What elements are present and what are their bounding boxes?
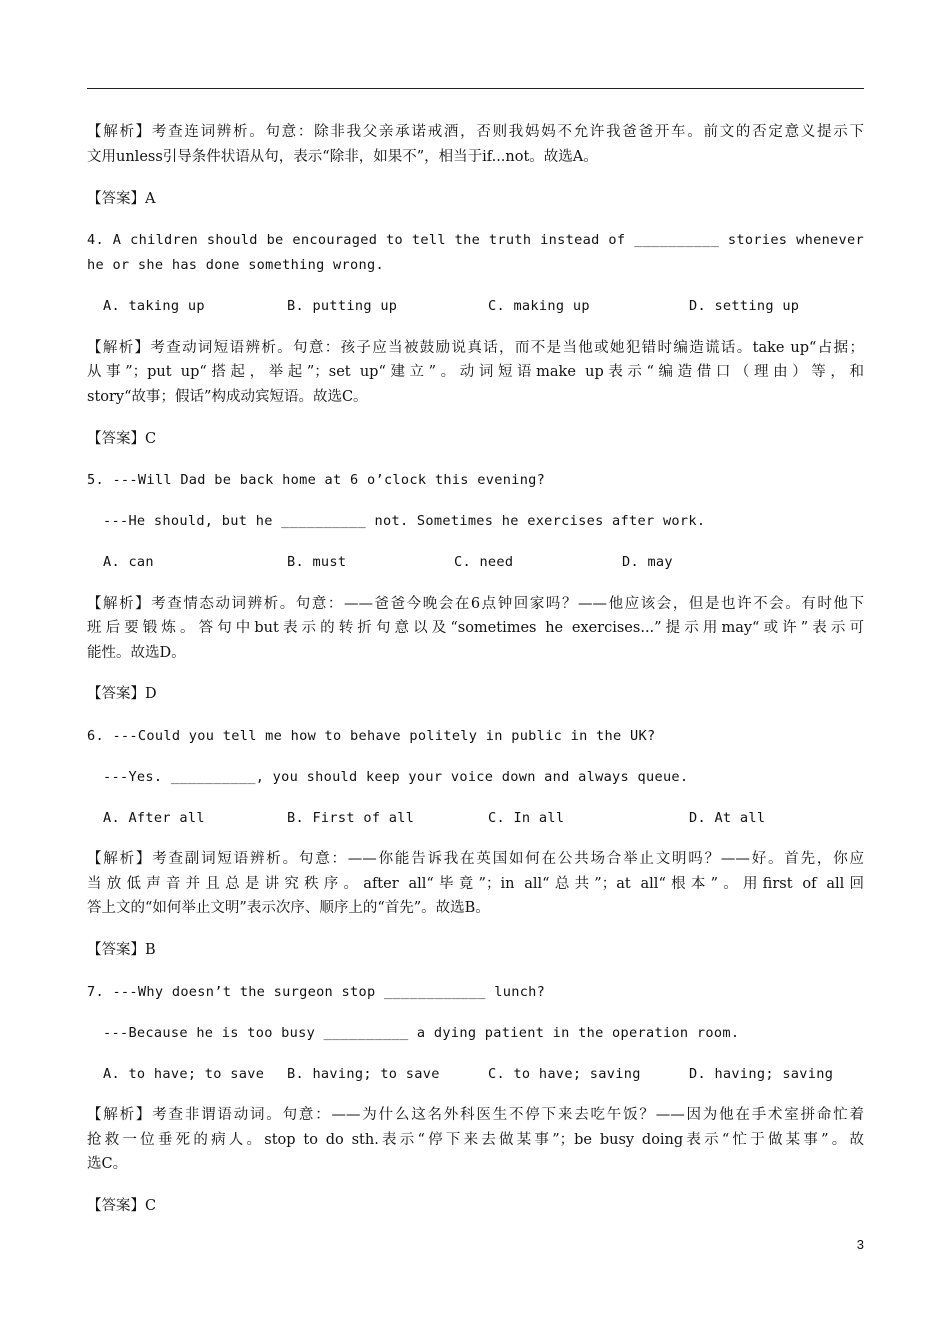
option-b: B. having; to save [287, 1066, 440, 1082]
option-d: D. setting up [689, 298, 800, 314]
answer-line: 【答案】B [87, 942, 156, 958]
analysis-line: 抢救一位垂死的病人。stop to do sth.表示“停下来去做某事”；be busy doing表示“忙于做某事”。故 [87, 1132, 864, 1148]
question-line: 6. ---Could you tell me how to behave politely in public in the UK? [87, 728, 656, 744]
analysis-line: 当放低声音并且总是讲究秩序。after all“毕竟”；in all“总共”；at all“根本”。用first of all回 [87, 876, 864, 892]
option-c: C. making up [488, 298, 590, 314]
option-a: A. to have; to save [103, 1066, 265, 1082]
question-line: 5. ---Will Dad be back home at 6 o’clock this evening? [87, 472, 546, 488]
analysis-line: 能性。故选D。 [87, 645, 186, 661]
header-rule [87, 88, 864, 89]
option-c: C. need [454, 554, 514, 570]
question-line: ---Because he is too busy __________ a dying patient in the operation room. [103, 1025, 740, 1041]
question-line: 4. A children should be encouraged to tell the truth instead of __________ stories whenever [87, 232, 864, 248]
question-line: he or she has done something wrong. [87, 257, 384, 273]
option-a: A. After all [103, 810, 205, 826]
answer-line: 【答案】A [87, 191, 156, 207]
analysis-line: 班后要锻炼。答句中but表示的转折句意以及“sometimes he exercises...”提示用may“或许”表示可 [87, 620, 864, 636]
answer-line: 【答案】C [87, 1198, 157, 1214]
option-c: C. In all [488, 810, 565, 826]
analysis-line: 【解析】考查连词辨析。句意：除非我父亲承诺戒酒，否则我妈妈不允许我爸爸开车。前文的否定意义提示下 [87, 124, 864, 140]
option-d: D. may [622, 554, 673, 570]
answer-line: 【答案】D [87, 686, 157, 702]
analysis-line: 从事”；put up“搭起，举起”；set up“建立”。动词短语make up表示“编造借口（理由）等，和 [87, 364, 864, 380]
question-line: ---Yes. __________, you should keep your voice down and always queue. [103, 769, 689, 785]
analysis-line: 答上文的“如何举止文明”表示次序、顺序上的“首先”。故选B。 [87, 900, 490, 916]
analysis-line: 【解析】考查副词短语辨析。句意：——你能告诉我在英国如何在公共场合举止文明吗？——好。首先，你应 [87, 851, 864, 867]
option-b: B. First of all [287, 810, 415, 826]
analysis-line: 【解析】考查情态动词辨析。句意：——爸爸今晚会在6点钟回家吗？——他应该会，但是也许不会。有时他下 [87, 596, 864, 612]
option-d: D. At all [689, 810, 766, 826]
analysis-line: 文用unless引导条件状语从句，表示“除非，如果不”，相当于if...not。故选A。 [87, 149, 598, 165]
question-line: 7. ---Why doesn’t the surgeon stop ____________ lunch? [87, 984, 546, 1000]
option-d: D. having; saving [689, 1066, 834, 1082]
option-c: C. to have; saving [488, 1066, 641, 1082]
option-a: A. taking up [103, 298, 205, 314]
answer-line: 【答案】C [87, 431, 157, 447]
analysis-line: 【解析】考查动词短语辨析。句意：孩子应当被鼓励说真话，而不是当他或她犯错时编造谎话。take up“占据； [87, 340, 864, 356]
analysis-line: story“故事；假话”构成动宾短语。故选C。 [87, 389, 368, 405]
option-a: A. can [103, 554, 154, 570]
analysis-line: 选C。 [87, 1156, 128, 1172]
page-number: 3 [856, 1237, 864, 1252]
option-b: B. must [287, 554, 347, 570]
analysis-line: 【解析】考查非谓语动词。句意：——为什么这名外科医生不停下来去吃午饭？——因为他在手术室拼命忙着 [87, 1107, 864, 1123]
option-b: B. putting up [287, 298, 398, 314]
question-line: ---He should, but he __________ not. Sometimes he exercises after work. [103, 513, 706, 529]
